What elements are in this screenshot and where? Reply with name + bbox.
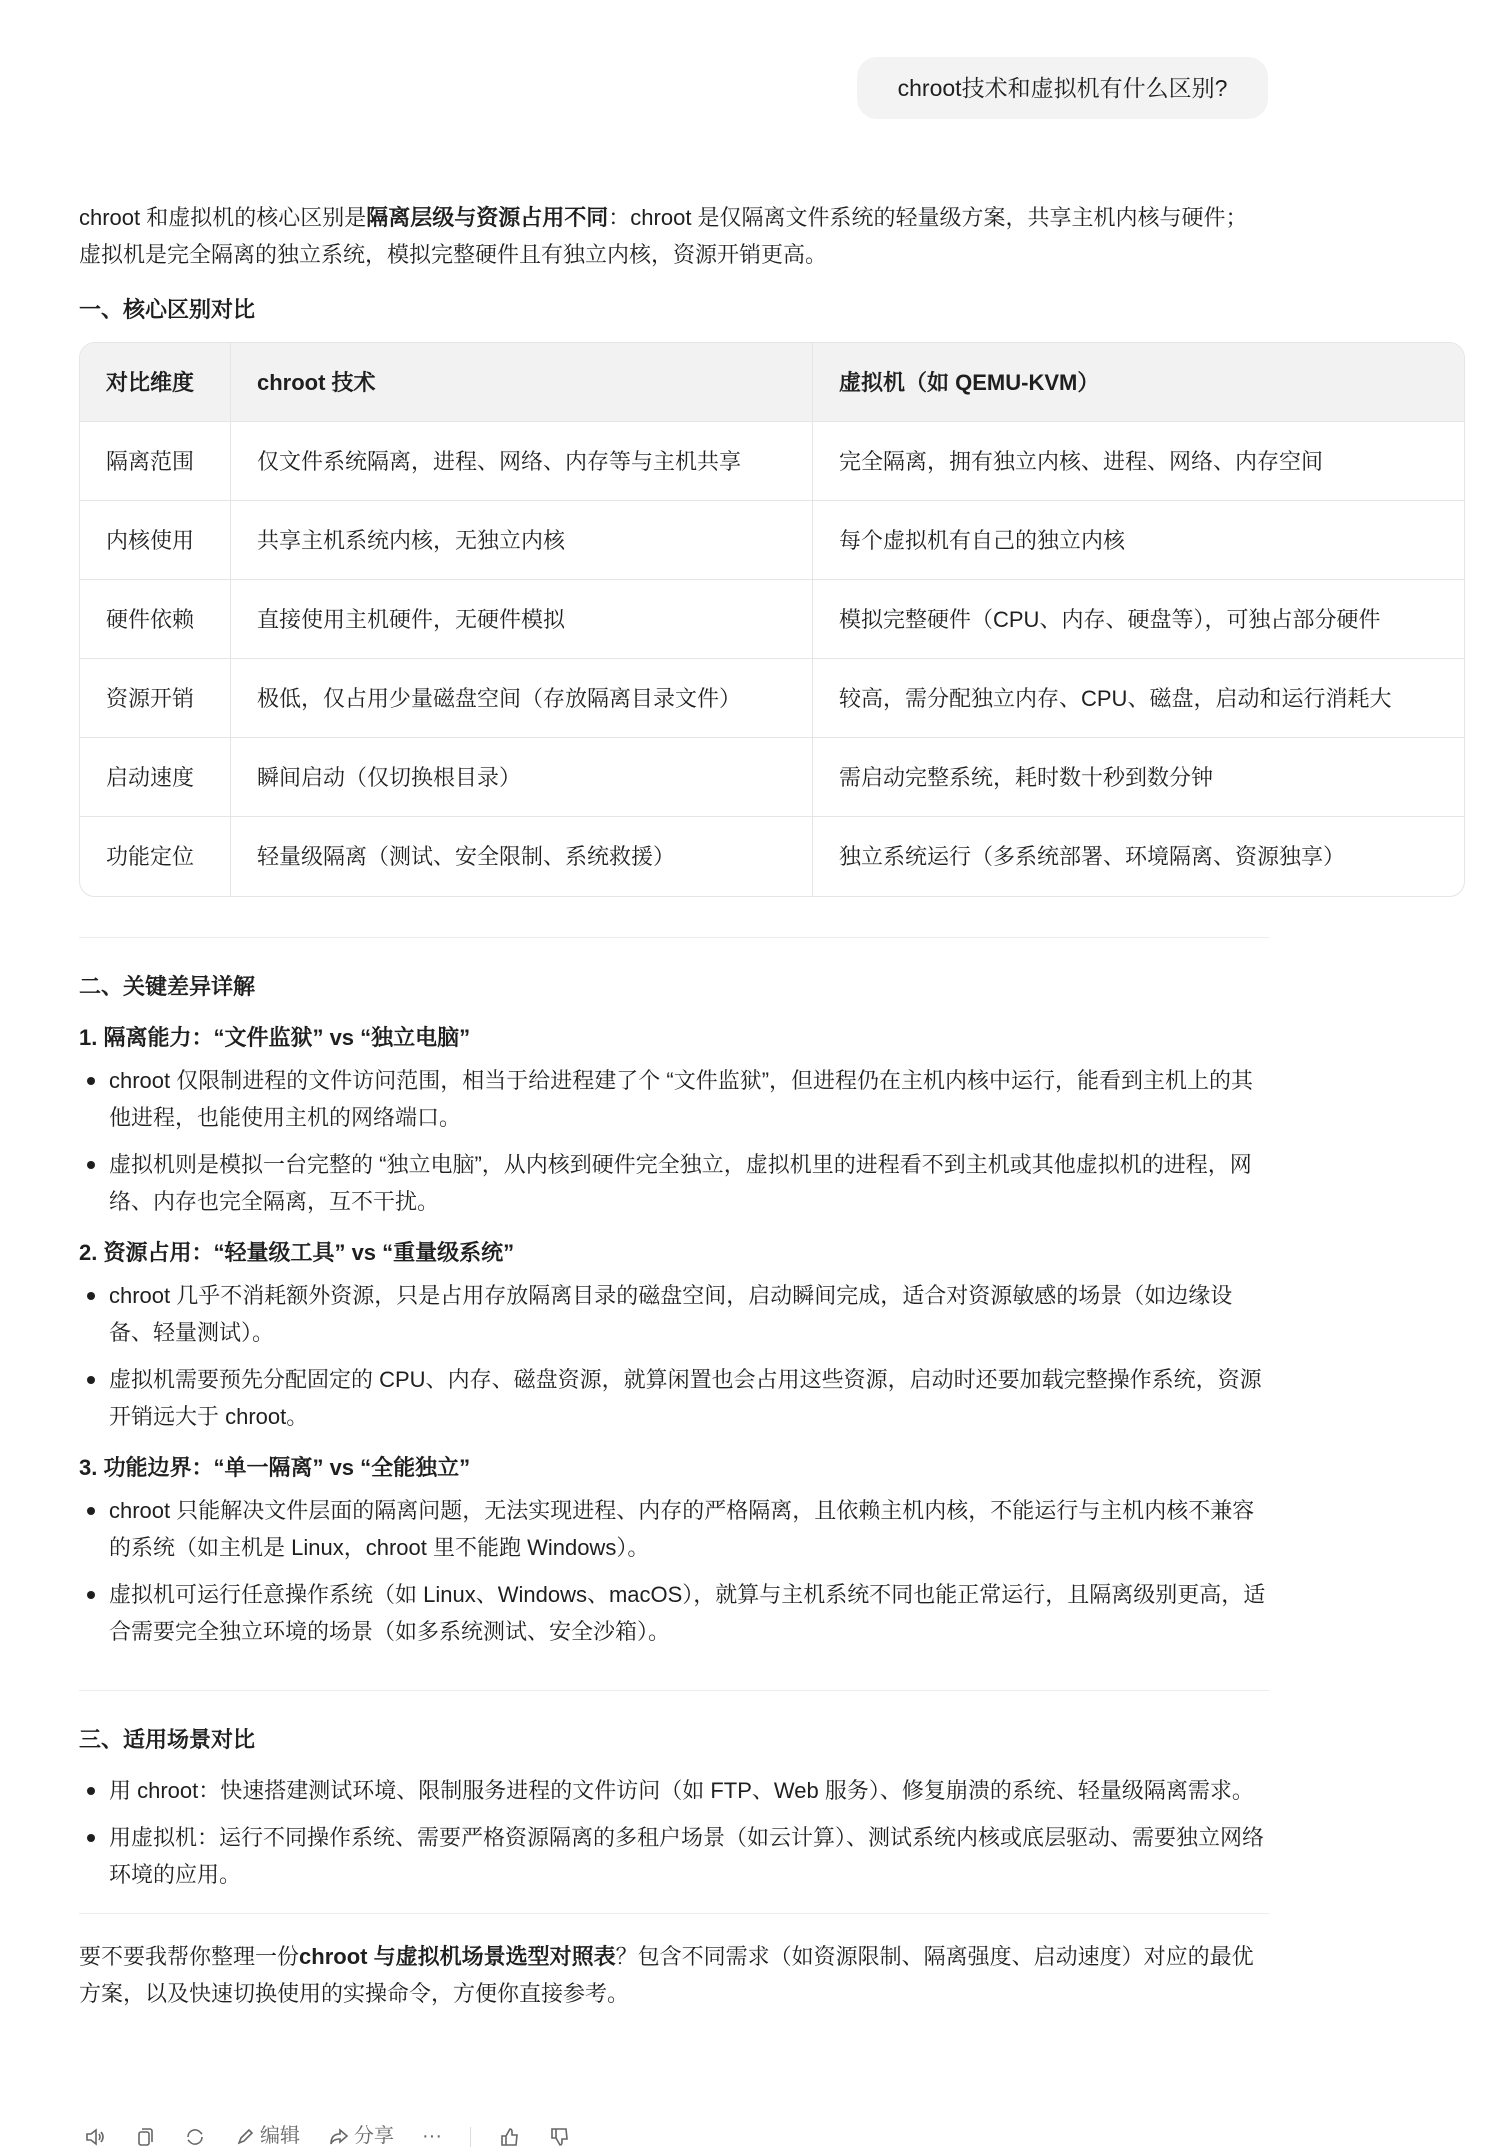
list-item: chroot 只能解决文件层面的隔离问题，无法实现进程、内存的严格隔离，且依赖主机内核，不能运行与主机内核不兼容的系统（如主机是 Linux，chroot 里不能跑 Windows）。 — [79, 1492, 1269, 1566]
table-cell: 较高，需分配独立内存、CPU、磁盘，启动和运行消耗大 — [813, 659, 1464, 738]
list-item: chroot 仅限制进程的文件访问范围，相当于给进程建了个 “文件监狱”，但进程仍在主机内核中运行，能看到主机上的其他进程，也能使用主机的网络端口。 — [79, 1062, 1269, 1136]
list-item: chroot 几乎不消耗额外资源，只是占用存放隔离目录的磁盘空间，启动瞬间完成，适合对资源敏感的场景（如边缘设备、轻量测试）。 — [79, 1277, 1269, 1351]
toolbar-separator — [470, 2127, 471, 2147]
table-row — [80, 738, 1464, 817]
table-cell: 轻量级隔离（测试、安全限制、系统救援） — [231, 817, 813, 896]
closing-paragraph — [79, 1938, 1269, 2012]
table-cell: 极低，仅占用少量磁盘空间（存放隔离目录文件） — [231, 659, 813, 738]
table-cell: 每个虚拟机有自己的独立内核 — [813, 501, 1464, 580]
dislike-button[interactable] — [549, 2126, 571, 2148]
table-header: chroot 技术 — [231, 343, 813, 422]
copy-button[interactable] — [134, 2126, 156, 2148]
subsection-title: 1. 隔离能力：“文件监狱” vs “独立电脑” — [79, 1025, 471, 1050]
table-row — [80, 580, 1464, 659]
closing-text-rest: ？包含不同需求（如资源限制、隔离强度、启动速度）对应的最优方案，以及快速切换使用的实操命令，方便你直接参考。 — [79, 1944, 1254, 2006]
table-row — [80, 422, 1464, 501]
copy-icon — [134, 2126, 156, 2148]
subsection-title: 2. 资源占用：“轻量级工具” vs “重量级系统” — [79, 1240, 515, 1265]
user-message: chroot技术和虚拟机有什么区别? — [897, 74, 1228, 101]
edit-button[interactable] — [234, 2118, 300, 2155]
table-cell: 启动速度 — [80, 738, 231, 817]
intro-text: chroot 和虚拟机的核心区别是 — [79, 205, 367, 230]
table-cell: 共享主机系统内核，无独立内核 — [231, 501, 813, 580]
intro-paragraph — [79, 199, 1269, 273]
list-item: 虚拟机需要预先分配固定的 CPU、内存、磁盘资源，就算闲置也会占用这些资源，启动时还要加载完整操作系统，资源开销远大于 chroot。 — [79, 1361, 1269, 1435]
table-row — [80, 659, 1464, 738]
comparison-table — [79, 342, 1465, 897]
list-item: 用虚拟机：运行不同操作系统、需要严格资源隔离的多租户场景（如云计算）、测试系统内核或底层驱动、需要独立网络环境的应用。 — [79, 1819, 1269, 1893]
table-row — [80, 501, 1464, 580]
table-cell: 需启动完整系统，耗时数十秒到数分钟 — [813, 738, 1464, 817]
table-cell: 硬件依赖 — [80, 580, 231, 659]
message-toolbar — [84, 2118, 571, 2155]
table-cell: 瞬间启动（仅切换根目录） — [231, 738, 813, 817]
share-icon — [328, 2126, 350, 2148]
share-label: 分享 — [354, 2125, 394, 2147]
refresh-icon — [184, 2126, 206, 2148]
divider — [79, 937, 1269, 938]
table-cell: 仅文件系统隔离，进程、网络、内存等与主机共享 — [231, 422, 813, 501]
thumbs-down-icon — [549, 2126, 571, 2148]
like-button[interactable] — [499, 2126, 521, 2148]
user-message-bubble — [857, 57, 1268, 119]
share-button[interactable] — [328, 2118, 394, 2155]
table-cell: 功能定位 — [80, 817, 231, 896]
table-cell: 资源开销 — [80, 659, 231, 738]
speaker-icon — [84, 2126, 106, 2148]
intro-bold: 隔离层级与资源占用不同 — [366, 205, 609, 230]
detail-list — [79, 1492, 1269, 1650]
edit-label: 编辑 — [260, 2125, 300, 2147]
list-item: 虚拟机则是模拟一台完整的 “独立电脑”，从内核到硬件完全独立，虚拟机里的进程看不到主机或其他虚拟机的进程，网络、内存也完全隔离，互不干扰。 — [79, 1146, 1269, 1220]
table-cell: 完全隔离，拥有独立内核、进程、网络、内存空间 — [813, 422, 1464, 501]
read-aloud-button[interactable] — [84, 2126, 106, 2148]
closing-bold: chroot 与虚拟机场景选型对照表 — [299, 1944, 616, 1969]
table-cell: 独立系统运行（多系统部署、环境隔离、资源独享） — [839, 844, 1346, 869]
table-cell: 模拟完整硬件（CPU、内存、硬盘等），可独占部分硬件 — [813, 580, 1464, 659]
thumbs-up-icon — [499, 2126, 521, 2148]
edit-icon — [234, 2126, 256, 2148]
section3-title: 三、适用场景对比 — [79, 1727, 256, 1752]
divider — [79, 1690, 1269, 1691]
table-header: 虚拟机（如 QEMU-KVM） — [813, 343, 1464, 422]
regenerate-button[interactable] — [184, 2126, 206, 2148]
intro-text-rest: ：chroot 是仅隔离文件系统的轻量级方案，共享主机内核与硬件；虚拟机是完全隔离的独立系统，模拟完整硬件且有独立内核，资源开销更高。 — [79, 205, 1248, 267]
table-header: 对比维度 — [80, 343, 231, 422]
scenario-list — [79, 1772, 1269, 1893]
table-cell: 隔离范围 — [80, 422, 231, 501]
assistant-answer — [79, 199, 1392, 2012]
divider — [79, 1913, 1269, 1914]
list-item: 用 chroot：快速搭建测试环境、限制服务进程的文件访问（如 FTP、Web 服务）、修复崩溃的系统、轻量级隔离需求。 — [79, 1772, 1269, 1809]
detail-list — [79, 1277, 1269, 1435]
detail-list — [79, 1062, 1269, 1220]
more-button[interactable]: ··· — [422, 2125, 442, 2147]
section1-title: 一、核心区别对比 — [79, 297, 256, 322]
section2-title: 二、关键差异详解 — [79, 974, 256, 999]
subsection-title: 3. 功能边界：“单一隔离” vs “全能独立” — [79, 1455, 471, 1480]
list-item: 虚拟机可运行任意操作系统（如 Linux、Windows、macOS），就算与主机系统不同也能正常运行，且隔离级别更高，适合需要完全独立环境的场景（如多系统测试、安全沙箱）。 — [79, 1576, 1269, 1650]
table-cell: 直接使用主机硬件，无硬件模拟 — [231, 580, 813, 659]
table-row — [80, 817, 1464, 896]
closing-text: 要不要我帮你整理一份 — [79, 1944, 300, 1969]
table-cell: 内核使用 — [80, 501, 231, 580]
